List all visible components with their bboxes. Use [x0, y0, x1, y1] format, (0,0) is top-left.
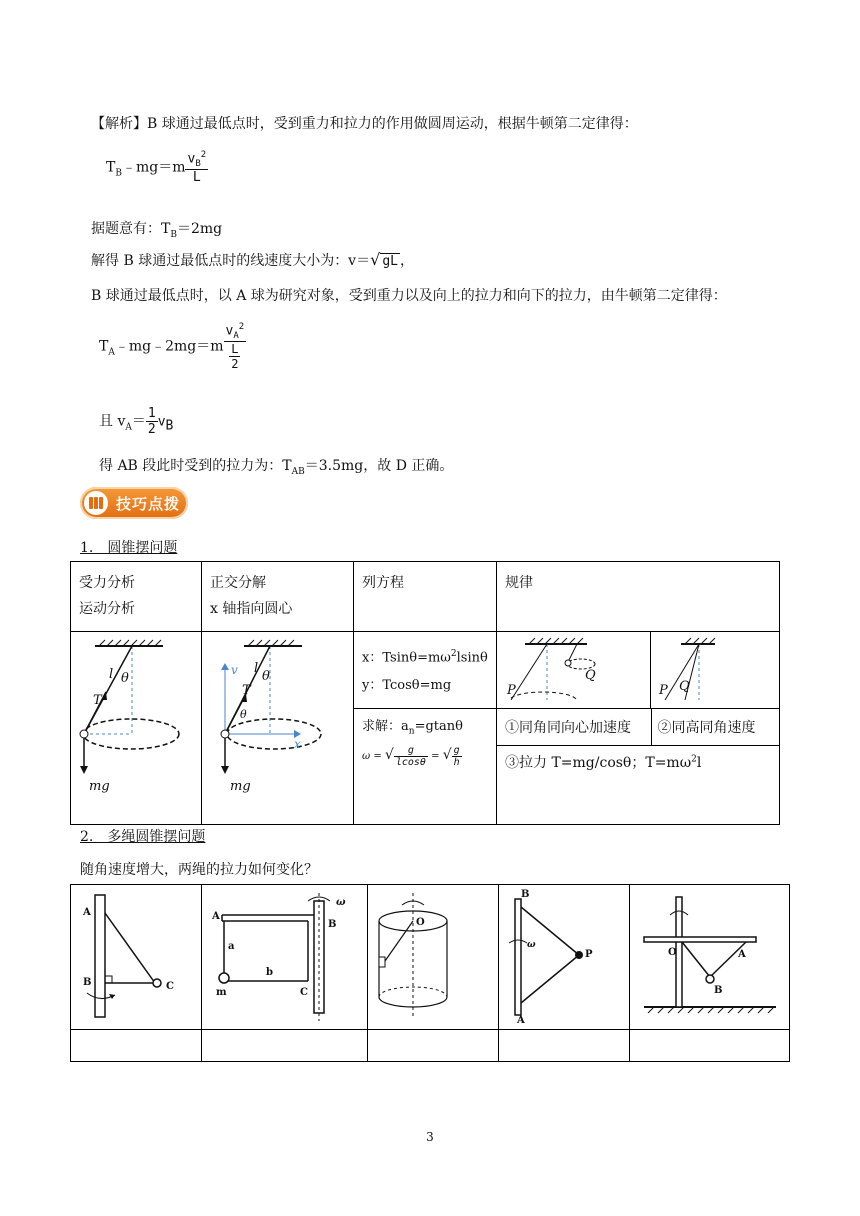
diagram-orthogonal-cell [202, 632, 354, 825]
m2-label-omega: ω [336, 897, 346, 908]
diagram-force-cell [71, 632, 202, 825]
section2-title: 2. 多绳圆锥摆问题 [80, 829, 206, 845]
analysis-line-5: 且 $v_A=$ $\frac{1}{2}$ $v_B$ [99, 406, 174, 437]
label-theta-2: θ [262, 669, 270, 684]
m1-label-b: B [83, 977, 92, 988]
header-rules: 规律 [497, 562, 780, 632]
conical-pendulum-table [70, 561, 780, 825]
label-theta-3: θ [240, 708, 247, 721]
label-mg-2: mg [230, 779, 251, 794]
m1-label-c: C [166, 981, 174, 992]
book-icon [84, 491, 108, 515]
label-v: v [231, 663, 238, 677]
rule-diagram-1-cell [497, 632, 651, 709]
header-equations: 列方程 [354, 562, 497, 632]
analysis-line-1: 【解析】B 球通过最低点时，受到重力和拉力的作用做圆周运动，根据牛顿第二定律得： [91, 116, 638, 132]
section1-title: 1. 圆锥摆问题 [80, 540, 178, 556]
rules-cell [497, 709, 780, 825]
m5-label-a: A [738, 949, 746, 960]
m4-label-p: P [585, 949, 593, 960]
tips-badge [80, 487, 188, 519]
m5-label-o: O [668, 947, 677, 958]
same-height-diagram [651, 632, 779, 700]
rule-3: ③拉力 T=mg/cosθ；$T=m\omega^2l$ [505, 754, 702, 771]
header-force-analysis: 受力分析 运动分析 [71, 562, 202, 632]
cylinder-diagram [368, 885, 498, 1025]
m1-label-a: A [83, 907, 91, 918]
section2-question: 随角速度增大，两绳的拉力如何变化？ [80, 862, 318, 878]
equation-ta: $T_A﹣mg﹣2mg=m$ $\frac{v_A^2}{\frac{L}{2}}$ [99, 322, 245, 371]
frame-rope-diagram [202, 885, 368, 1025]
omega-formula: ω = √ $\frac{g}{lcos\theta}$ = √ $\frac{g}{h}$ [362, 744, 460, 768]
m4-label-b: B [521, 889, 530, 900]
multi-diagram-1 [71, 885, 202, 1030]
label-l-2: l [254, 661, 259, 676]
answer-cell-2[interactable] [202, 1030, 368, 1062]
label-t-2: T [242, 683, 251, 698]
answer-cell-3[interactable] [368, 1030, 499, 1062]
multi-diagram-4 [499, 885, 630, 1030]
m4-label-omega: ω [527, 940, 536, 950]
m2-label-c: C [300, 987, 308, 998]
multi-diagram-3 [368, 885, 499, 1030]
analysis-line-6: 得 AB 段此时受到的拉力为：$T_{AB}=3.5mg$，故 D 正确。 [99, 458, 454, 477]
equation-x: x：$Tsin\theta=m\omega^2lsin\theta$ [362, 649, 488, 666]
solve-cell [354, 709, 497, 825]
cross-frame-diagram [630, 885, 790, 1025]
label-x: x [294, 737, 301, 751]
analysis-line-3: 解得 B 球通过最低点时的线速度大小为：v＝√ gL ， [91, 250, 414, 269]
m2-label-a: A [212, 911, 220, 922]
label-t: T [93, 693, 102, 708]
label-theta: θ [121, 671, 129, 686]
label-mg: mg [89, 779, 110, 794]
m2-label-m: m [216, 987, 227, 998]
orthogonal-decomposition-diagram [202, 632, 354, 815]
label-p-2: P [659, 683, 668, 698]
tips-badge-label: 技巧点拨 [116, 495, 181, 513]
label-l: l [109, 667, 114, 682]
rule-1: ①同角同向心加速度 [497, 709, 651, 745]
answer-cell-5[interactable] [630, 1030, 790, 1062]
equations-cell [354, 632, 497, 709]
label-p: P [507, 683, 516, 698]
analysis-line-4: B 球通过最低点时，以 A 球为研究对象，受到重力以及向上的拉力和向下的拉力，由牛顿第二定律得： [91, 288, 727, 304]
pole-two-rope-diagram [71, 885, 201, 1025]
solve-line: 求解：$a_n=gtan\theta$ [362, 719, 463, 737]
label-q-2: Q [679, 679, 690, 694]
label-q: Q [585, 668, 596, 683]
m2-label-a-rope: a [228, 941, 235, 952]
m2-label-b-rope: b [266, 967, 273, 978]
m5-label-b: B [714, 985, 723, 996]
header-orthogonal: 正交分解 x 轴指向圆心 [202, 562, 354, 632]
m3-label-o: O [416, 917, 425, 928]
page-number: 3 [426, 1130, 434, 1144]
conical-pendulum-diagram [71, 632, 201, 815]
rule-diagram-2-cell [651, 632, 780, 709]
answer-cell-4[interactable] [499, 1030, 630, 1062]
equation-tb: $T_B﹣mg=m$ $\frac{v_B^2}{L}$ [106, 150, 207, 185]
same-angle-diagram [497, 632, 650, 700]
equation-y: y：Tcosθ=mg [362, 678, 452, 694]
m4-label-a: A [517, 1015, 525, 1025]
answer-cell-1[interactable] [71, 1030, 202, 1062]
analysis-line-2: 据题意有：$T_B=2mg$ [91, 221, 223, 240]
rule-2: ②同高同角速度 [651, 709, 780, 745]
m2-label-b: B [328, 919, 337, 930]
multi-diagram-2 [202, 885, 368, 1030]
multi-diagram-5 [630, 885, 790, 1030]
triangle-rope-diagram [499, 885, 629, 1025]
multi-rope-table [70, 884, 790, 1062]
